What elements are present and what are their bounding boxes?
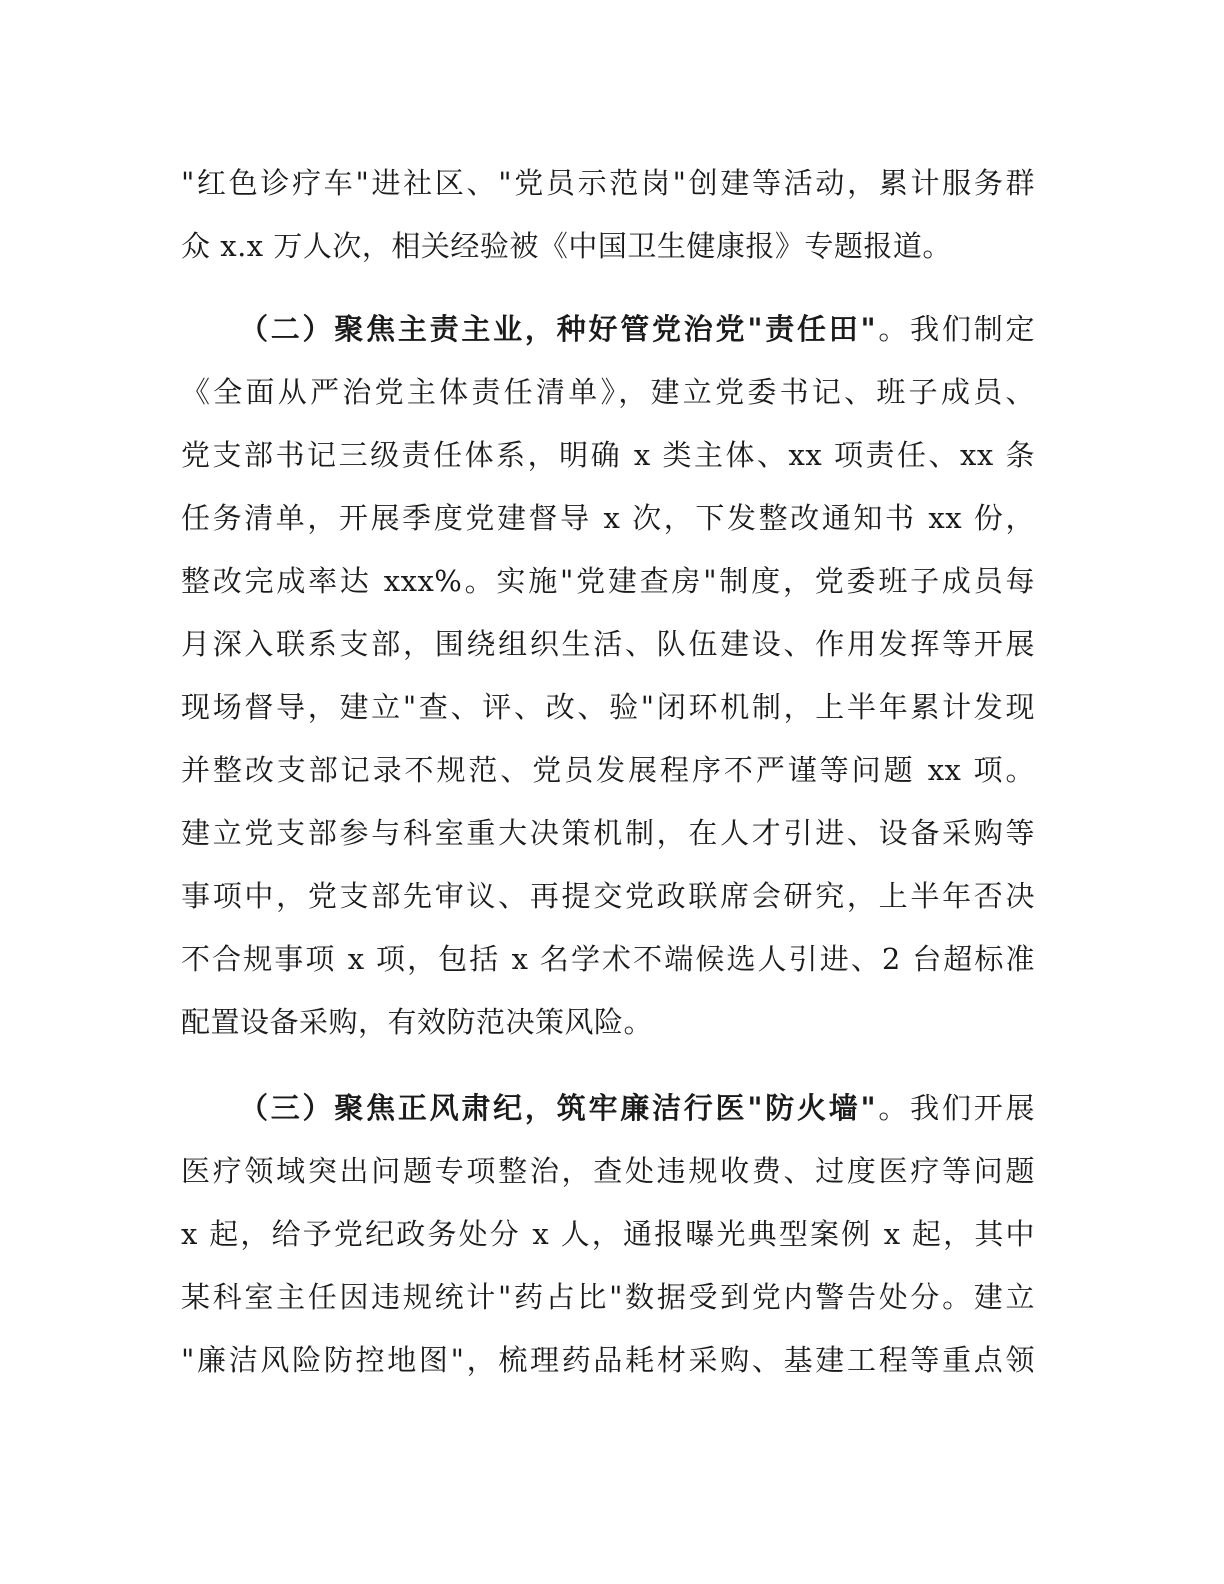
paragraph-line: 《全面从严治党主体责任清单》，建立党委书记、班子成员、 [181,375,1035,409]
paragraph-line: 配置设备采购，有效防范决策风险。 [181,1005,654,1039]
paragraph-line: 众 x.x 万人次，相关经验被《中国卫生健康报》专题报道。 [181,229,952,263]
paragraph-1 [181,152,1035,278]
paragraph-line: x 起，给予党纪政务处分 x 人，通报曝光典型案例 x 起，其中 [181,1217,1035,1251]
paragraph-first-line [181,1077,1035,1140]
section-heading: （三）聚焦正风肃纪，筑牢廉洁行医"防火墙" [239,1091,877,1125]
heading-followup-text: 。我们制定 [876,312,1035,346]
section-heading: （二）聚焦主责主业，种好管党治党"责任田" [239,312,877,346]
heading-followup-text: 。我们开展 [876,1091,1035,1125]
paragraph-line: 并整改支部记录不规范、党员发展程序不严谨等问题 xx 项。 [181,753,1035,787]
paragraph-3 [181,1077,1035,1392]
paragraph-line: 某科室主任因违规统计"药占比"数据受到党内警告处分。建立 [181,1280,1035,1314]
paragraph-first-line [181,298,1035,361]
paragraph-line: 整改完成率达 xxx%。实施"党建查房"制度，党委班子成员每 [181,564,1035,598]
paragraph-line: 事项中，党支部先审议、再提交党政联席会研究，上半年否决 [181,879,1035,913]
paragraph-line: "红色诊疗车"进社区、"党员示范岗"创建等活动，累计服务群 [181,166,1035,200]
paragraph-line: 任务清单，开展季度党建督导 x 次，下发整改通知书 xx 份， [181,501,1035,535]
paragraph-line: 党支部书记三级责任体系，明确 x 类主体、xx 项责任、xx 条 [181,438,1035,472]
paragraph-line: 建立党支部参与科室重大决策机制，在人才引进、设备采购等 [181,816,1035,850]
paragraph-line: 不合规事项 x 项，包括 x 名学术不端候选人引进、2 台超标准 [181,942,1035,976]
paragraph-line: 医疗领域突出问题专项整治，查处违规收费、过度医疗等问题 [181,1154,1035,1188]
paragraph-line: 月深入联系支部，围绕组织生活、队伍建设、作用发挥等开展 [181,627,1035,661]
paragraph-2 [181,298,1035,1054]
paragraph-line: 现场督导，建立"查、评、改、验"闭环机制，上半年累计发现 [181,690,1035,724]
paragraph-line: "廉洁风险防控地图"，梳理药品耗材采购、基建工程等重点领 [181,1343,1035,1377]
